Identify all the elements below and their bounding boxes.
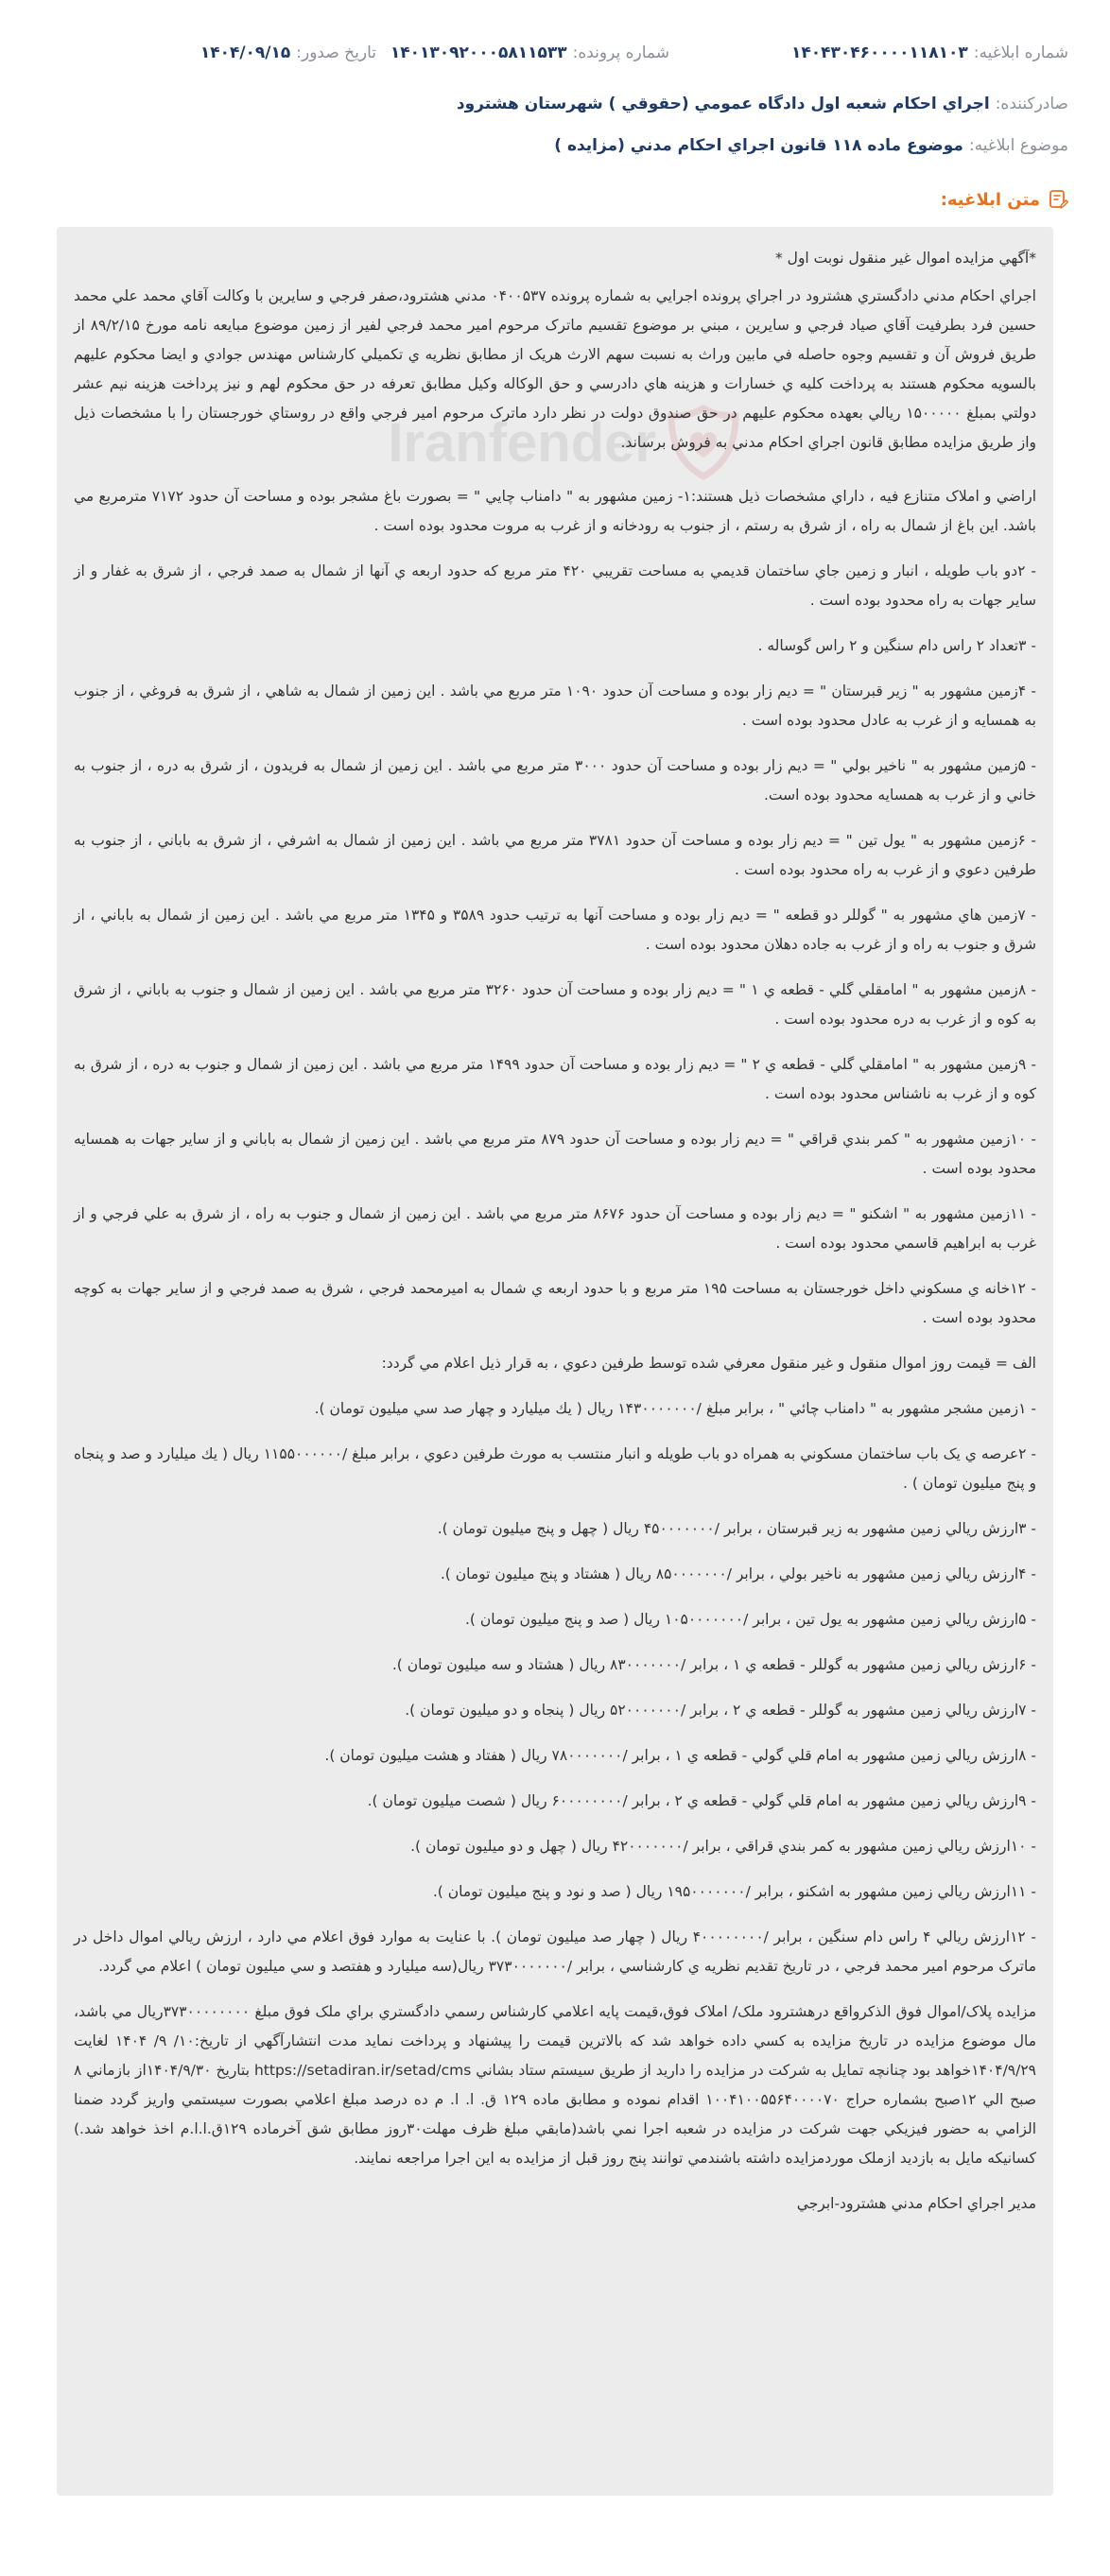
valuation-item: - ۸ارزش ريالي زمين مشهور به امام قلي گولي - قطعه ي ۱ ، برابر /۷۸۰۰۰۰۰۰۰ ريال ( هفتاد و هشت ميليون تومان ).	[324, 1747, 1036, 1764]
property-item: - ۶زمين مشهور به " يول تين " = ديم زار بوده و مساحت آن حدود ۳۷۸۱ متر مربع مي باشد . اين زمين از شمال به اشرفي ، از شرق به باباني ، از جنوب به طرفين دعوي و از غرب به راه محدود بوده است .	[74, 832, 1036, 878]
subject-value: موضوع ماده ۱۱۸ قانون اجراي احکام مدني (مزايده )	[554, 136, 963, 155]
case-number-value: ۱۴۰۱۳۰۹۲۰۰۰۵۸۱۱۵۳۳	[390, 43, 567, 62]
property-item: اراضي و املاک متنازع فيه ، داراي مشخصات ذيل هستند:۱- زمين مشهور به " دامناب چايي " = بصورت باغ مشجر بوده و مساحت آن حدود ۷۱۷۲ مترمربع مي باشد. اين باغ از شمال به راه ، از شرق به رستم ، از جنوب به رودخانه و از غرب به مروت محدود بوده است .	[74, 488, 1036, 534]
auction-terms: مزايده پلاک/اموال فوق الذکرواقع درهشترود ملک/ املاک فوق،قيمت پايه اعلامي کارشناس رسمي دادگستري براي ملک فوق مبلغ ۳۷۳۰۰۰۰۰۰۰۰ريال مي باشد، مال موضوع مزايده در تاريخ مزايده به کسي داده خواهد شد که بالاترين قيمت را پيشنهاد و پرداخت نمايد مدت انتشارآگهي از تاريخ:۱۰/ ۹/ ۱۴۰۴ لغايت ۱۴۰۴/۹/۲۹خواهد بود چنانچه تمايل به شرکت در مزايده را داريد از طريق سيستم ستاد بشاني https://setadiran.ir/setad/cms بتاريخ ۱۴۰۴/۹/۳۰از بازماني ۸ صبح الي ۱۲صبح بشماره حراج ۱۰۰۴۱۰۰۵۵۶۴۰۰۰۰۷۰ اقدام نموده و مطابق ماده ۱۲۹ ق. ا. ا. م ده درصد مبلغ اعلامي بصورت سيستمي واريز گردد ضمنا الزامي به حضور فيزيکي جهت شرکت در مزايده در شعبه اجرا نمي باشد(مابقي مبلغ ظرف مهلت۳۰روز مطابق شق آخرماده ۱۲۹ق.ا.ا.م اخذ خواهد شد.) کسانيکه مايل به بازديد ازملک موردمزايده داشته باشندمي توانند پنج روز قبل از مزايده به اين اجرا مراجعه نمايند.	[74, 2003, 1037, 2167]
valuation-item: - ۹ارزش ريالي زمين مشهور به امام قلي گولي - قطعه ي ۲ ، برابر /۶۰۰۰۰۰۰۰۰ ريال ( شصت ميليون تومان ).	[367, 1792, 1036, 1809]
subject-row	[38, 134, 1068, 157]
valuation-item: - ۱۱ارزش ريالي زمين مشهور به اشکنو ، برابر /۱۹۵۰۰۰۰۰۰۰ ريال ( صد و نود و پنج ميليون تومان ).	[432, 1883, 1036, 1900]
property-item: - ۵زمين مشهور به " ناخير بولي " = ديم زار بوده و مساحت آن حدود ۳۰۰۰ متر مربع مي باشد . اين زمين از شمال به فريدون ، از شرق به دره ، از جنوب به خاني و از غرب به همسايه محدود بوده است.	[74, 757, 1036, 804]
property-item: - ۷زمين هاي مشهور به " گوللر دو قطعه " = ديم زار بوده و مساحت آنها به ترتيب حدود ۳۵۸۹ و ۱۳۴۵ متر مربع مي باشد . اين زمين از شمال به باباني ، از شرق و جنوب به راه و از غرب به جاده دهلان محدود بوده است .	[74, 907, 1036, 953]
signature-line: مدير اجراي احكام مدني هشترود-ابرجي	[796, 2195, 1036, 2212]
document-edit-icon	[1048, 189, 1068, 210]
notice-number-value: ۱۴۰۴۳۰۴۶۰۰۰۰۱۱۸۱۰۳	[790, 43, 968, 62]
property-item: - ۱۰زمين مشهور به " کمر بندي قراقي " = ديم زار بوده و مساحت آن حدود ۸۷۹ متر مربع مي باشد . اين زمين از شمال به باباني و از ساير جهات به همسايه محدود بوده است .	[74, 1131, 1036, 1177]
issue-date-value: ۱۴۰۴/۰۹/۱۵	[199, 43, 291, 62]
issuer-value: اجراي احكام شعبه اول دادگاه عمومي (حقوقي ) شهرستان هشترود	[456, 95, 990, 113]
subject-label: موضوع ابلاغيه:	[968, 136, 1068, 155]
case-number	[390, 42, 669, 64]
notice-number	[791, 42, 1068, 64]
notice-title: *آگهي مزايده اموال غير منقول نوبت اول *	[775, 250, 1036, 267]
property-item: - ۲دو باب طويله ، انبار و زمين جاي ساختمان قديمي به مساحت تقريبي ۴۲۰ متر مربع که حدود اربعه ي آنها از شمال به صمد فرجي ، از شرق به غفار و از ساير جهات به راه محدود بوده است .	[74, 562, 1036, 609]
notice-number-label: شماره ابلاغيه:	[973, 43, 1068, 62]
valuation-item: - ۳ارزش ريالي زمين مشهور به زير قبرستان ، برابر /۴۵۰۰۰۰۰۰۰ ريال ( چهل و پنج ميليون تومان ).	[437, 1520, 1036, 1537]
property-item: - ۳تعداد ۲ راس دام سنگين و ۲ راس گوساله .	[757, 637, 1036, 654]
issuer-label: صادرکننده:	[995, 95, 1068, 113]
property-item: - ۴زمين مشهور به " زير قبرستان " = ديم زار بوده و مساحت آن حدود ۱۰۹۰ متر مربع مي باشد . اين زمين از شمال به شاهي ، از شرق به فروغي ، از جنوب به همسايه و از غرب به عادل محدود بوده است .	[74, 683, 1036, 729]
notice-intro: اجراي احکام مدني دادگستري هشترود در اجراي پرونده اجرايي به شماره پرونده ۰۴۰۰۵۳۷ مدني هشترود،صفر فرجي و سايرين با وکالت آقاي محمد علي محمد حسين فرد بطرفيت آقاي صياد فرجي و سايرين ، مبني بر موضوع تقسيم ماترک مرحوم امير محمد فرجي لفير از زمين موضوع مبايعه نامه مورخ ۸۹/۲/۱۵ از طريق فروش آن و تقسيم وجوه حاصله في مابين وراث به نسبت سهم الارث هريک از مطابق نظريه ي تکميلي کارشناس مهندس جوادي و ايضا محکوم عليهم بالسويه محکوم هستند به پرداخت کليه ي خسارات و هزينه هاي دادرسي و حق الوکاله وکيل مطابق تعرفه در حق محکوم لهم و نيز پرداخت هزينه نيم عشر دولتي بمبلغ ۱۵۰۰۰۰۰ ريالي بعهده محکوم عليهم در حق صندوق دولت در نظر دارد ماترک مرحوم امير فرجي واقع در روستاي خورجستان را با مشخصات ذيل واز طريق مزايده مطابق قانون اجراي احکام مدني به فروش برساند.	[74, 287, 1036, 451]
issue-date-label: تاريخ صدور:	[296, 43, 376, 62]
property-item: - ۹زمين مشهور به " امامقلي گلي - قطعه ي ۲ " = ديم زار بوده و مساحت آن حدود ۱۴۹۹ متر مربع مي باشد . اين زمين از شمال و جنوب به دره ، از شرق به کوه و از غرب به ناشناس محدود بوده است .	[74, 1056, 1036, 1102]
valuation-item: - ۱۲ارزش ريالي ۴ راس دام سنگين ، برابر /۴۰۰۰۰۰۰۰۰ ريال ( چهار صد ميليون تومان ). با عنايت به موارد فوق اعلام مي دارد ، ارزش ريالي اموال داخل در ماترک مرحوم امير محمد فرجي ، در تاريخ تقديم نظريه ي کارشناسي ، برابر /۳۷۳۰۰۰۰۰۰۰ ريال(سه ميليارد و هفتصد و سي ميليون تومان ) اعلام مي گردد.	[74, 1928, 1037, 1975]
valuation-item: - ۷ارزش ريالي زمين مشهور به گوللر - قطعه ي ۲ ، برابر /۵۲۰۰۰۰۰۰۰ ريال ( پنجاه و دو ميليون تومان ).	[405, 1702, 1036, 1719]
notice-text-title: متن ابلاغيه:	[940, 189, 1040, 210]
valuation-item: - ۲عرصه ي يک باب ساختمان مسکوني به همراه دو باب طويله و انبار منتسب به مورث طرفين دعوي ، برابر مبلغ /۱۱۵۵۰۰۰۰۰۰ ريال ( يك ميليارد و صد و پنجاه و پنج ميليون تومان ) .	[74, 1445, 1036, 1492]
valuation-item: - ۴ارزش ريالي زمين مشهور به ناخير بولي ، برابر /۸۵۰۰۰۰۰۰۰ ريال ( هشتاد و پنج ميليون تومان ).	[440, 1565, 1036, 1582]
issue-date	[200, 42, 376, 64]
valuation-item: - ۱زمين مشجر مشهور به " دامناب چائي " ، برابر مبلغ /۱۴۳۰۰۰۰۰۰۰ ريال ( يك ميليارد و چهار صد سي ميليون تومان ).	[314, 1400, 1036, 1417]
valuation-heading: الف = قيمت روز اموال منقول و غير منقول معرفي شده توسط طرفين دعوي ، به قرار ذيل اعلام مي گردد:	[381, 1355, 1036, 1372]
notice-body	[57, 244, 1053, 2235]
valuation-item: - ۵ارزش ريالي زمين مشهور به يول تين ، برابر /۱۰۵۰۰۰۰۰۰۰ ريال ( صد و پنج ميليون تومان ).	[464, 1611, 1036, 1628]
property-item: - ۸زمين مشهور به " امامقلي گلي - قطعه ي ۱ " = ديم زار بوده و مساحت آن حدود ۳۲۶۰ متر مربع مي باشد . اين زمين از شمال و جنوب به باباني ، از شرق به کوه و از غرب به دره محدود بوده است .	[74, 981, 1036, 1028]
case-number-label: شماره پرونده:	[572, 43, 669, 62]
notice-text-heading	[941, 189, 1068, 210]
issuer-row	[38, 93, 1068, 115]
valuation-item: - ۶ارزش ريالي زمين مشهور به گوللر - قطعه ي ۱ ، برابر /۸۳۰۰۰۰۰۰۰ ريال ( هشتاد و سه ميليون تومان ).	[391, 1656, 1036, 1673]
property-item: - ۱۲خانه ي مسکوني داخل خورجستان به مساحت ۱۹۵ متر مربع و با حدود اربعه ي شمال به اميرمحمد فرجي ، شرق به صمد فرجي و از ساير جهات به کوچه محدود بوده است .	[74, 1280, 1036, 1326]
property-item: - ۱۱زمين مشهور به " اشکنو " = ديم زار بوده و مساحت آن حدود ۸۶۷۶ متر مربع مي باشد . اين زمين از شمال و جنوب به راه ، از شرق به علي فرجي و از غرب به ابراهيم قاسمي محدود بوده است .	[74, 1205, 1036, 1252]
valuation-item: - ۱۰ارزش ريالي زمين مشهور به کمر بندي قراقي ، برابر /۴۲۰۰۰۰۰۰۰ ريال ( چهل و دو ميليون تومان ).	[410, 1838, 1036, 1855]
